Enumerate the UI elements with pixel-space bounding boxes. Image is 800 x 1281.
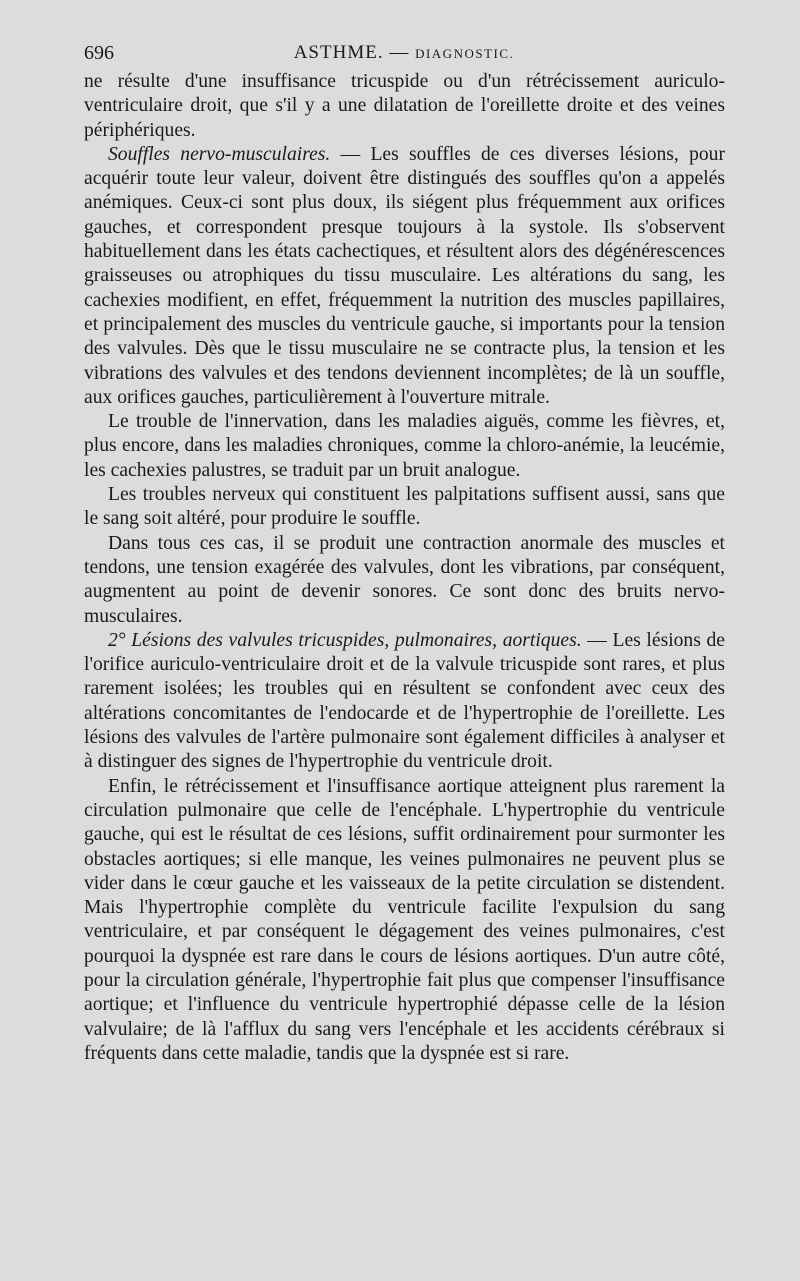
- paragraph-text: — Les souffles de ces diverses lésions, pour acquérir toute leur valeur, doivent être distingués des souffles qu'on a appelés anémiques. Ceux-ci sont plus doux, ils siégent plus fréquemment aux orifices gauches, et correspondent presque toujours à la systole. Ils s'observent habituellement dans les états cachectiques, et résultent alors des dégénérescences graisseuses ou atrophiques du tissu musculaire. Les altérations du sang, les cachexies modifient, en effet, fréquemment la nutrition des muscles papillaires, et principalement des muscles du ventricule gauche, si importants pour la tension des valvules. Dès que le tissu musculaire ne se contracte plus, la tension et les vibrations des valvules et des tendons deviennent incomplètes; de là un souffle, aux orifices gauches, particulièrement à l'ouverture mitrale.: [84, 143, 725, 408]
- paragraph-5: [84, 532, 725, 629]
- paragraph-6: [84, 629, 725, 775]
- page-number: 696: [84, 42, 114, 64]
- paragraph-text: Dans tous ces cas, il se produit une contraction anormale des muscles et tendons, une tension exagérée des valvules, dont les vibrations, par conséquent, augmentent au point de devenir sonores. Ce sont donc des bruits nervo-musculaires.: [84, 532, 725, 627]
- running-title: ASTHME.: [293, 42, 384, 63]
- section-heading: 2° Lésions des valvules tricuspides, pulmonaires, aortiques.: [108, 629, 582, 651]
- section-heading: Souffles nervo-musculaires.: [108, 143, 331, 165]
- running-subtitle: DIAGNOSTIC.: [415, 46, 515, 61]
- running-separator: —: [383, 42, 416, 63]
- page-header: [84, 42, 724, 70]
- paragraph-4: [84, 483, 725, 532]
- paragraph-text: ne résulte d'une insuffisance tricuspide ou d'un rétrécissement auriculo-ventriculaire droit, que s'il y a une dilatation de l'oreillette droite et des veines périphériques.: [84, 71, 725, 141]
- paragraph-text: Les troubles nerveux qui constituent les palpitations suffisent aussi, sans que le sang soit altéré, pour produire le souffle.: [84, 484, 725, 530]
- paragraph-text: Enfin, le rétrécissement et l'insuffisance aortique atteignent plus rarement la circulation pulmonaire que celle de l'encéphale. L'hypertrophie du ventricule gauche, qui est le résultat de ces lésions, suffit ordinairement pour surmonter les obstacles aortiques; si elle manque, les veines pulmonaires ne peuvent plus se vider dans le cœur gauche et les vaisseaux de la petite circulation se distendent. Mais l'hypertrophie complète du ventricule facilite l'expulsion du sang ventriculaire, et par conséquent le dégagement des veines pulmonaires, c'est pourquoi la dyspnée est rare dans le cours de lésions aortiques. D'un autre côté, pour la circulation générale, l'hypertrophie fait plus que compenser l'insuffisance aortique; et l'influence du ventricule hypertrophié dépasse celle de la lésion valvulaire; de là l'afflux du sang vers l'encéphale et les accidents cérébraux si fréquents dans cette maladie, tandis que la dyspnée est si rare.: [84, 775, 725, 1064]
- body-text: [84, 70, 725, 1066]
- paragraph-text: Le trouble de l'innervation, dans les maladies aiguës, comme les fièvres, et, plus encore, dans les maladies chroniques, comme la chloro-anémie, la leucémie, les cachexies palustres, se traduit par un bruit analogue.: [84, 411, 725, 481]
- paragraph-3: [84, 410, 725, 483]
- paragraph-1: [84, 70, 725, 143]
- paragraph-text: — Les lésions de l'orifice auriculo-ventriculaire droit et de la valvule tricuspide sont rares, et plus rarement isolées; les troubles qui en résultent se confondent avec ceux des altérations concomitantes de l'endocarde et de l'hypertrophie de l'oreillette. Les lésions des valvules de l'artère pulmonaire sont également difficiles à analyser et à distinguer des signes de l'hypertrophie du ventricule droit.: [84, 629, 725, 773]
- paragraph-2: [84, 143, 725, 410]
- running-head: [84, 42, 724, 64]
- paragraph-7: [84, 775, 725, 1067]
